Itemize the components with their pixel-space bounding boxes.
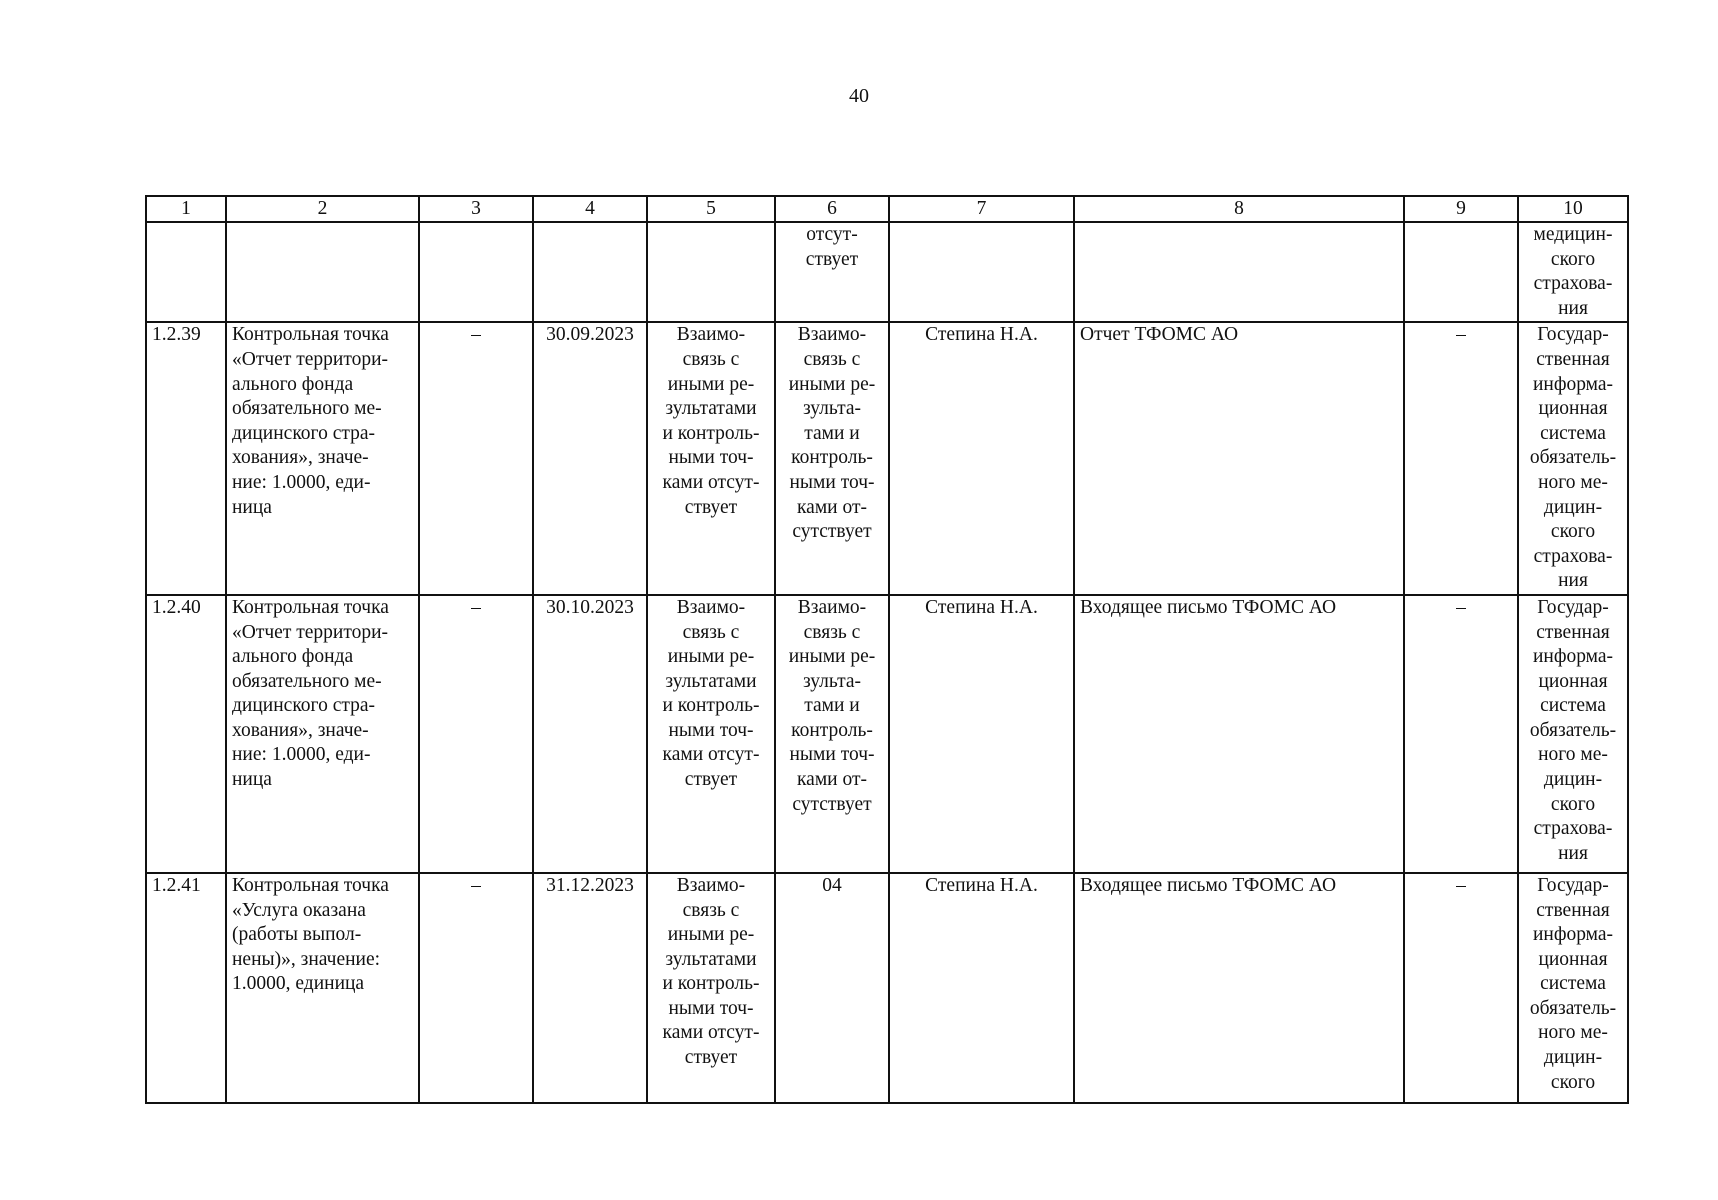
column-header: 2	[226, 196, 419, 222]
cell-responsible: Степина Н.А.	[889, 322, 1074, 595]
cell-col6: Взаимо- связь с иными ре- зульта- тами и контроль- ными точ- ками от- сутствует	[775, 595, 889, 873]
cell-col6: 04	[775, 873, 889, 1103]
column-header: 1	[146, 196, 226, 222]
cell-info-system: Государ- ственная информа- ционная система обязатель- ного ме- дицин- ского страхова- ния	[1518, 595, 1628, 873]
cell-col9: –	[1404, 873, 1518, 1103]
cell-responsible	[889, 222, 1074, 322]
table-row	[146, 322, 1628, 595]
cell-col3: –	[419, 322, 533, 595]
column-number-row	[146, 196, 1628, 222]
cell-col9	[1404, 222, 1518, 322]
cell-info-system: медицин- ского страхова- ния	[1518, 222, 1628, 322]
page-number: 40	[849, 85, 869, 107]
column-header: 3	[419, 196, 533, 222]
cell-number	[146, 222, 226, 322]
cell-info-system: Государ- ственная информа- ционная система обязатель- ного ме- дицин- ского страхова- ния	[1518, 322, 1628, 595]
cell-document: Отчет ТФОМС АО	[1074, 322, 1404, 595]
column-header: 5	[647, 196, 775, 222]
cell-date: 30.10.2023	[533, 595, 647, 873]
cell-relation: Взаимо- связь с иными ре- зультатами и контроль- ными точ- ками отсут- ствует	[647, 873, 775, 1103]
cell-document: Входящее письмо ТФОМС АО	[1074, 595, 1404, 873]
cell-number: 1.2.40	[146, 595, 226, 873]
cell-col6: Взаимо- связь с иными ре- зульта- тами и контроль- ными точ- ками от- сутствует	[775, 322, 889, 595]
cell-document: Входящее письмо ТФОМС АО	[1074, 873, 1404, 1103]
table-row	[146, 873, 1628, 1103]
table-row	[146, 595, 1628, 873]
cell-relation: Взаимо- связь с иными ре- зультатами и контроль- ными точ- ками отсут- ствует	[647, 322, 775, 595]
cell-col6: отсут- ствует	[775, 222, 889, 322]
cell-col9: –	[1404, 322, 1518, 595]
cell-number: 1.2.39	[146, 322, 226, 595]
column-header: 8	[1074, 196, 1404, 222]
cell-document	[1074, 222, 1404, 322]
column-header: 6	[775, 196, 889, 222]
cell-description: Контрольная точка «Услуга оказана (работы выпол- нены)», значение: 1.0000, единица	[226, 873, 419, 1103]
cell-responsible: Степина Н.А.	[889, 595, 1074, 873]
table-row-continuation	[146, 222, 1628, 322]
cell-date: 31.12.2023	[533, 873, 647, 1103]
cell-responsible: Степина Н.А.	[889, 873, 1074, 1103]
cell-date	[533, 222, 647, 322]
cell-col3: –	[419, 873, 533, 1103]
cell-info-system: Государ- ственная информа- ционная система обязатель- ного ме- дицин- ского	[1518, 873, 1628, 1103]
control-points-table	[145, 195, 1629, 1104]
cell-col3	[419, 222, 533, 322]
column-header: 10	[1518, 196, 1628, 222]
column-header: 7	[889, 196, 1074, 222]
cell-description: Контрольная точка «Отчет территори- ального фонда обязательного ме- дицинского стра- хования», значе- ние: 1.0000, еди- ница	[226, 595, 419, 873]
cell-number: 1.2.41	[146, 873, 226, 1103]
cell-relation	[647, 222, 775, 322]
column-header: 4	[533, 196, 647, 222]
column-header: 9	[1404, 196, 1518, 222]
cell-date: 30.09.2023	[533, 322, 647, 595]
cell-description: Контрольная точка «Отчет территори- ального фонда обязательного ме- дицинского стра- хования», значе- ние: 1.0000, еди- ница	[226, 322, 419, 595]
cell-col9: –	[1404, 595, 1518, 873]
cell-col3: –	[419, 595, 533, 873]
cell-description	[226, 222, 419, 322]
cell-relation: Взаимо- связь с иными ре- зультатами и контроль- ными точ- ками отсут- ствует	[647, 595, 775, 873]
